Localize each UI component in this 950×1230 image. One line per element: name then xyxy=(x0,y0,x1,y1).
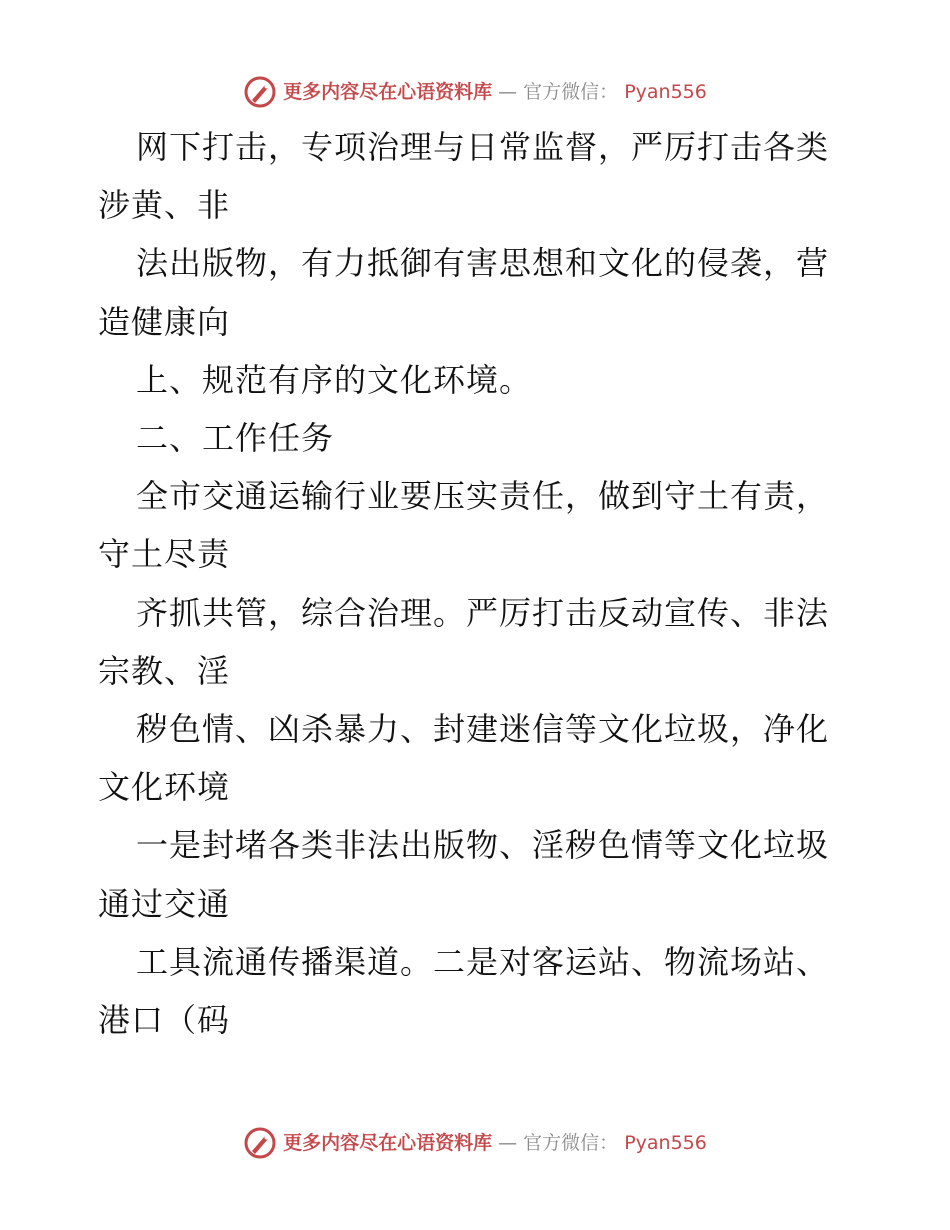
text-line: 全市交通运输行业要压实责任，做到守土有责， xyxy=(136,477,830,516)
text-line: 上、规范有序的文化环境。 xyxy=(136,360,533,399)
text-line: 守土尽责 xyxy=(98,535,231,574)
text-line: 造健康向 xyxy=(98,302,231,341)
text-line: 涉黄、非 xyxy=(98,186,231,225)
document-body xyxy=(98,118,858,1049)
text-line: 一是封堵各类非法出版物、淫秽色情等文化垃圾 xyxy=(136,826,830,865)
text-line: 齐抓共管，综合治理。严厉打击反动宣传、非法 xyxy=(136,593,830,632)
watermark-brand: 更多内容尽在心语资料库 xyxy=(283,81,493,103)
text-line: 法出版物，有力抵御有害思想和文化的侵袭，营 xyxy=(136,244,830,283)
pen-nib-logo-icon xyxy=(243,1126,277,1160)
text-line: 工具流通传播渠道。二是对客运站、物流场站、 xyxy=(136,942,830,981)
text-line: 文化环境 xyxy=(98,768,231,807)
footer-watermark xyxy=(0,1126,950,1160)
watermark-dash: — xyxy=(498,81,518,103)
watermark-dash: — xyxy=(498,1132,518,1154)
text-line: 网下打击，专项治理与日常监督，严厉打击各类 xyxy=(136,128,830,166)
watermark-wechat-label: 官方微信： xyxy=(523,81,619,103)
watermark-wechat-id: Pyan556 xyxy=(624,1132,707,1154)
watermark-wechat-label: 官方微信： xyxy=(523,1132,619,1154)
text-line: 秽色情、凶杀暴力、封建迷信等文化垃圾，净化 xyxy=(136,710,830,749)
text-line: 通过交通 xyxy=(98,884,231,923)
pen-nib-logo-icon xyxy=(243,75,277,109)
header-watermark xyxy=(0,75,950,109)
text-line: 宗教、淫 xyxy=(98,651,231,690)
section-heading: 二、工作任务 xyxy=(136,419,335,458)
text-line: 港口（码 xyxy=(98,1001,231,1040)
watermark-brand: 更多内容尽在心语资料库 xyxy=(283,1132,493,1154)
watermark-wechat-id: Pyan556 xyxy=(624,81,707,103)
